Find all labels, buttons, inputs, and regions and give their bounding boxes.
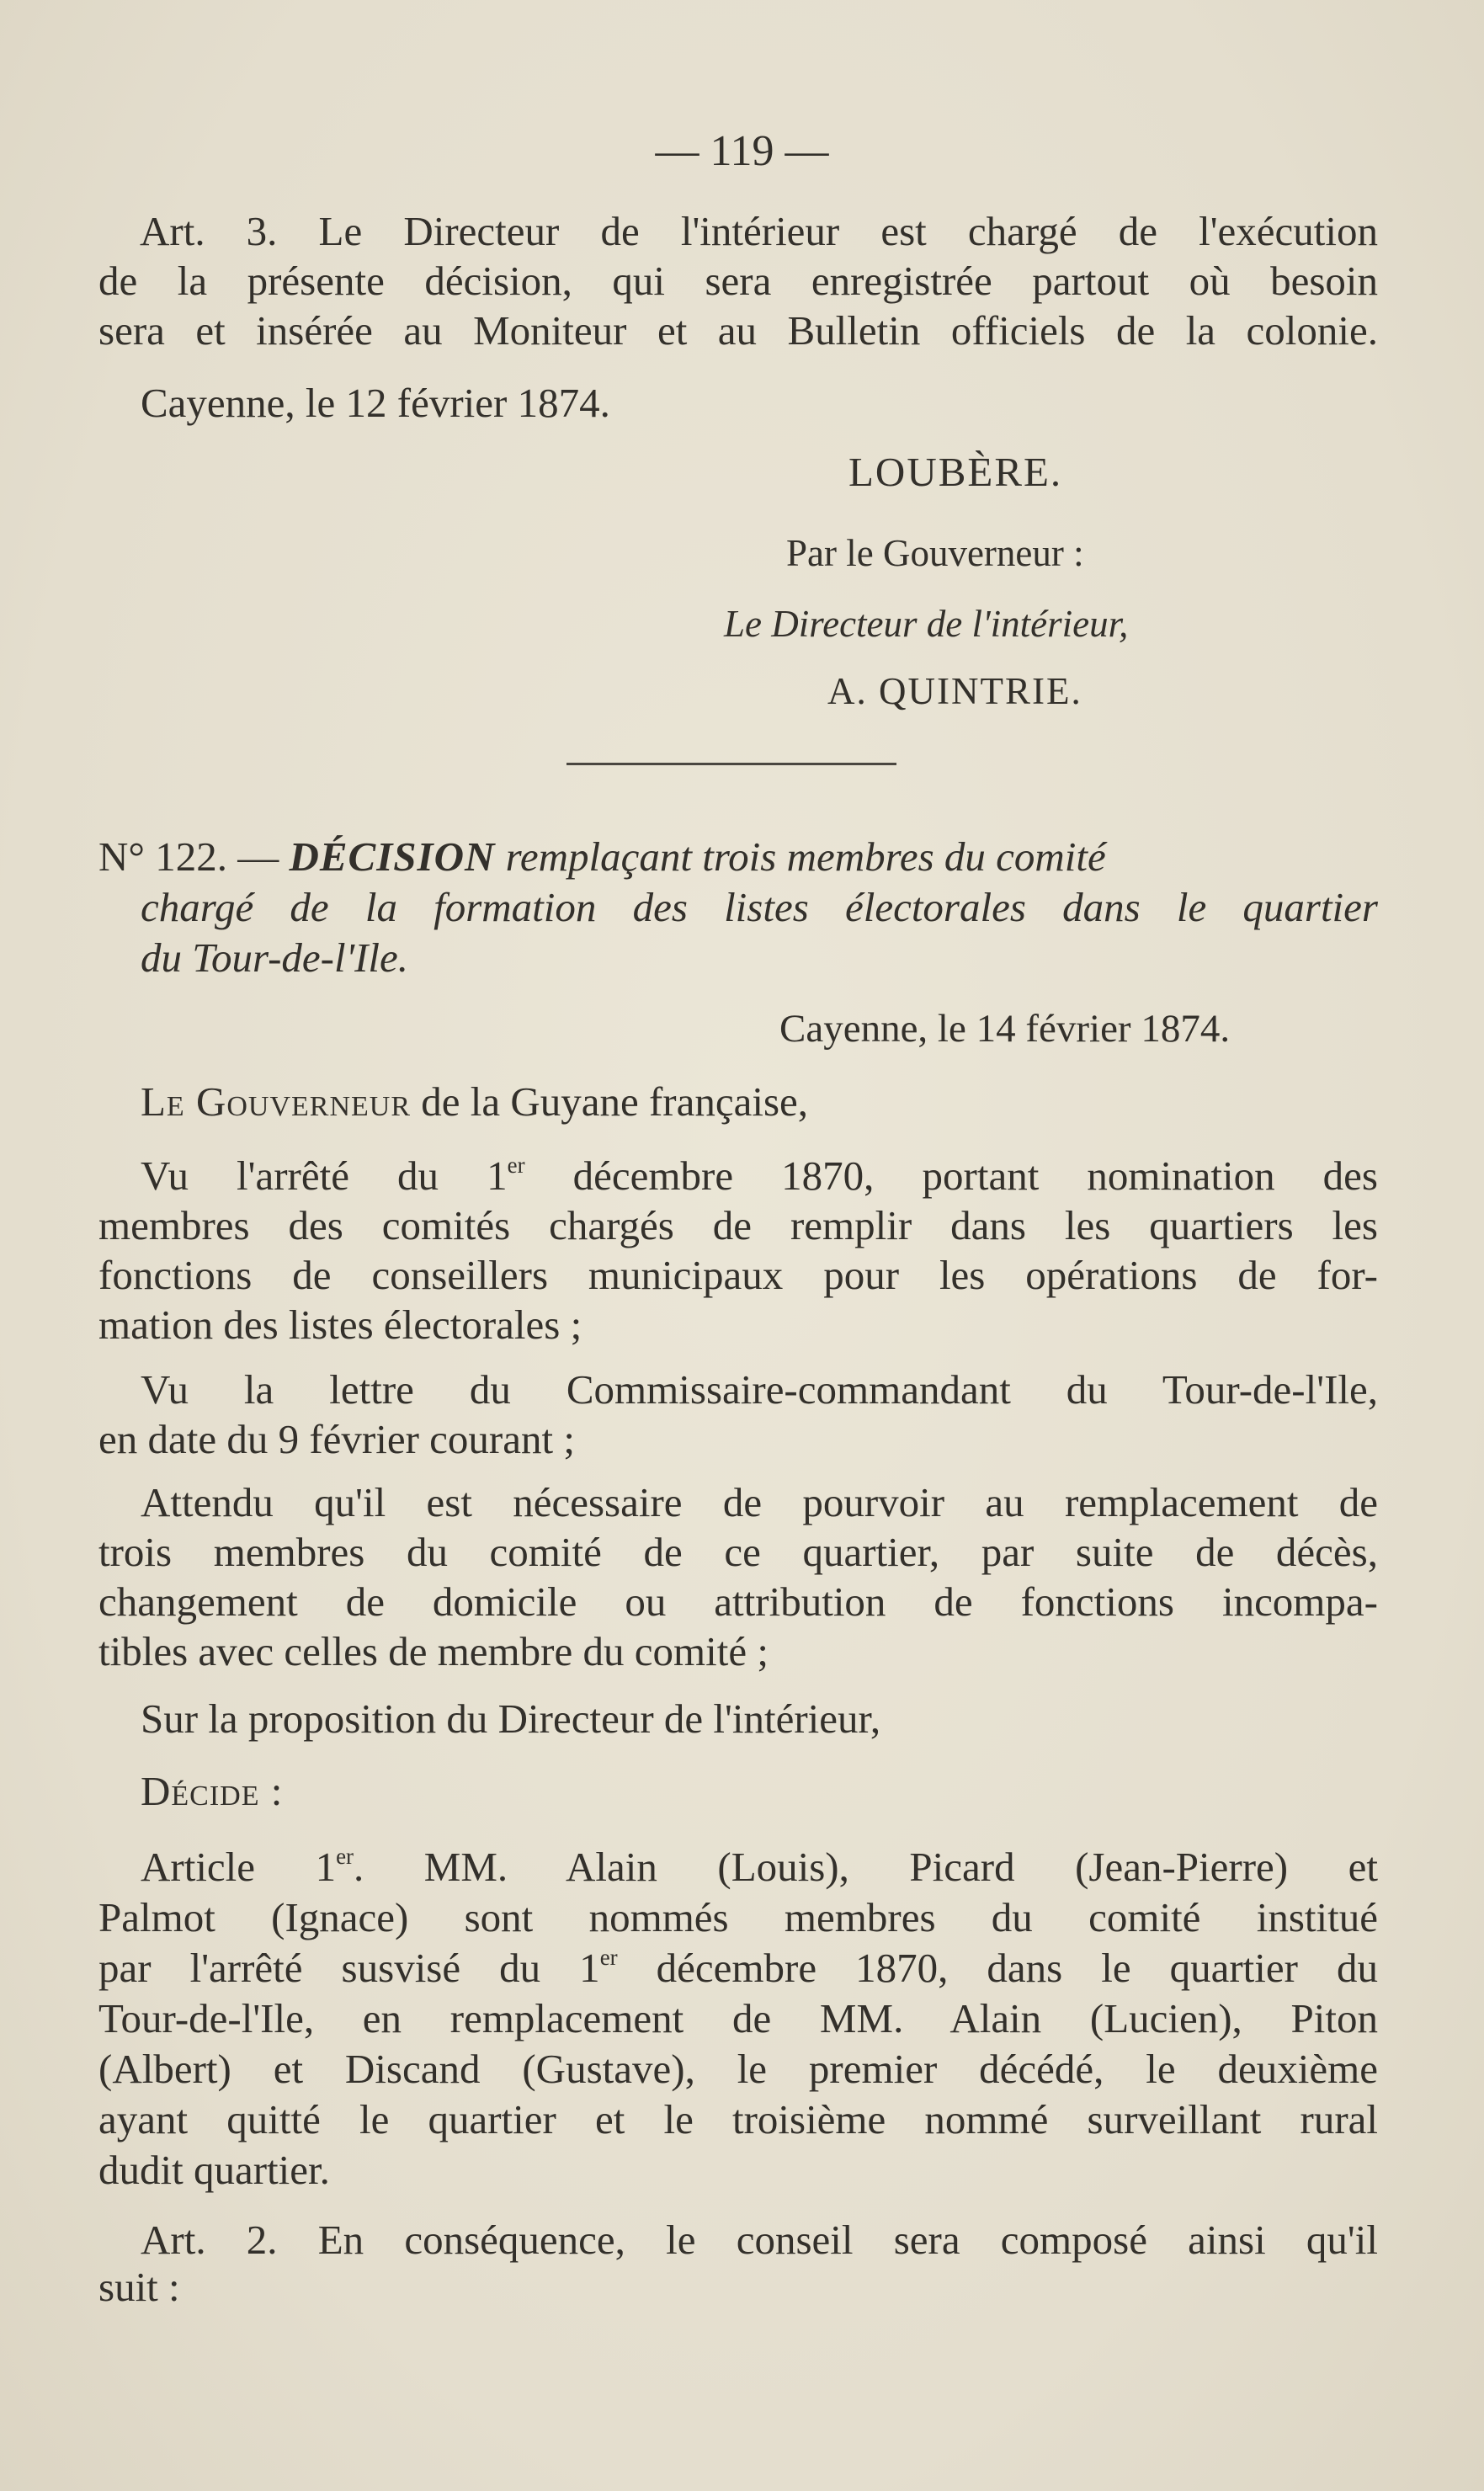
article1-line-5: (Albert) et Discand (Gustave), le premier décédé, le deuxième [98,2046,1378,2092]
vu-arrete-line-2: membres des comités chargés de remplir dans les quartiers les [98,1202,1378,1248]
article1-line-4: Tour-de-l'Ile, en remplacement de MM. Alain (Lucien), Piton [98,1995,1378,2041]
gouverneur-caps: Le Gouverneur [141,1078,411,1125]
article1-line-3: par l'arrêté susvisé du 1er décembre 1870, dans le quartier du [98,1944,1379,1991]
article1-line-6: ayant quitté le quartier et le troisième nommé surveillant rural [98,2096,1378,2142]
separator-rule [566,763,896,765]
attendu-line-3: changement de domicile ou attribution de fonctions incompa- [98,1578,1378,1625]
decision-heading-line-2: chargé de la formation des listes électorales dans le quartier [141,884,1378,930]
signature-loubere: LOUBÈRE. [848,449,1063,495]
attendu-line-4: tibles avec celles de membre du comité ; [98,1628,769,1674]
directeur-name: A. QUINTRIE. [827,670,1082,712]
proposition-line: Sur la proposition du Directeur de l'intérieur, [141,1695,881,1742]
article1-line-7: dudit quartier. [98,2147,330,2193]
article1-line-2: Palmot (Ignace) sont nommés membres du comité institué [98,1894,1378,1940]
vu-arrete-line-1: Vu l'arrêté du 1er décembre 1870, portant nomination des [141,1152,1378,1199]
decision-heading-rest: remplaçant trois membres du comité [505,833,1106,880]
vu-lettre-line-1: Vu la lettre du Commissaire-commandant du Tour-de-l'Ile, [141,1366,1378,1413]
par-le-gouverneur: Par le Gouverneur : [786,532,1084,574]
vu-arrete-line-4: mation des listes électorales ; [98,1301,582,1348]
vu-arrete-line-3: fonctions de conseillers municipaux pour les opérations de for- [98,1252,1378,1298]
art3-line-3: sera et insérée au Moniteur et au Bulletin officiels de la colonie. [98,307,1378,354]
article1-line-1: Article 1er. MM. Alain (Louis), Picard (Jean-Pierre) et [141,1843,1379,1890]
decision-number: N° 122. — [98,833,279,880]
decision-heading-line-1 [98,833,1106,881]
art3-line-2: de la présente décision, qui sera enregistrée partout où besoin [98,258,1378,304]
art3-line-1: Art. 3. Le Directeur de l'intérieur est chargé de l'exécution [140,208,1378,254]
decision-word: DÉCISION [289,833,496,880]
date-line: Cayenne, le 12 février 1874. [141,380,610,426]
page-number: — 119 — [655,127,829,175]
gouverneur-line [141,1078,808,1126]
attendu-line-1: Attendu qu'il est nécessaire de pourvoir au remplacement de [141,1479,1378,1525]
art2-line-1: Art. 2. En conséquence, le conseil sera composé ainsi qu'il [141,2217,1378,2263]
gouverneur-rest: de la Guyane française, [421,1078,809,1125]
decision-heading-line-3: du Tour-de-l'Ile. [141,934,408,981]
vu-lettre-line-2: en date du 9 février courant ; [98,1416,575,1462]
attendu-line-2: trois membres du comité de ce quartier, par suite de décès, [98,1529,1378,1575]
art2-line-2: suit : [98,2264,180,2310]
decide-label: Décide : [141,1768,284,1814]
decision-date: Cayenne, le 14 février 1874. [779,1007,1231,1051]
directeur-title: Le Directeur de l'intérieur, [724,603,1129,645]
